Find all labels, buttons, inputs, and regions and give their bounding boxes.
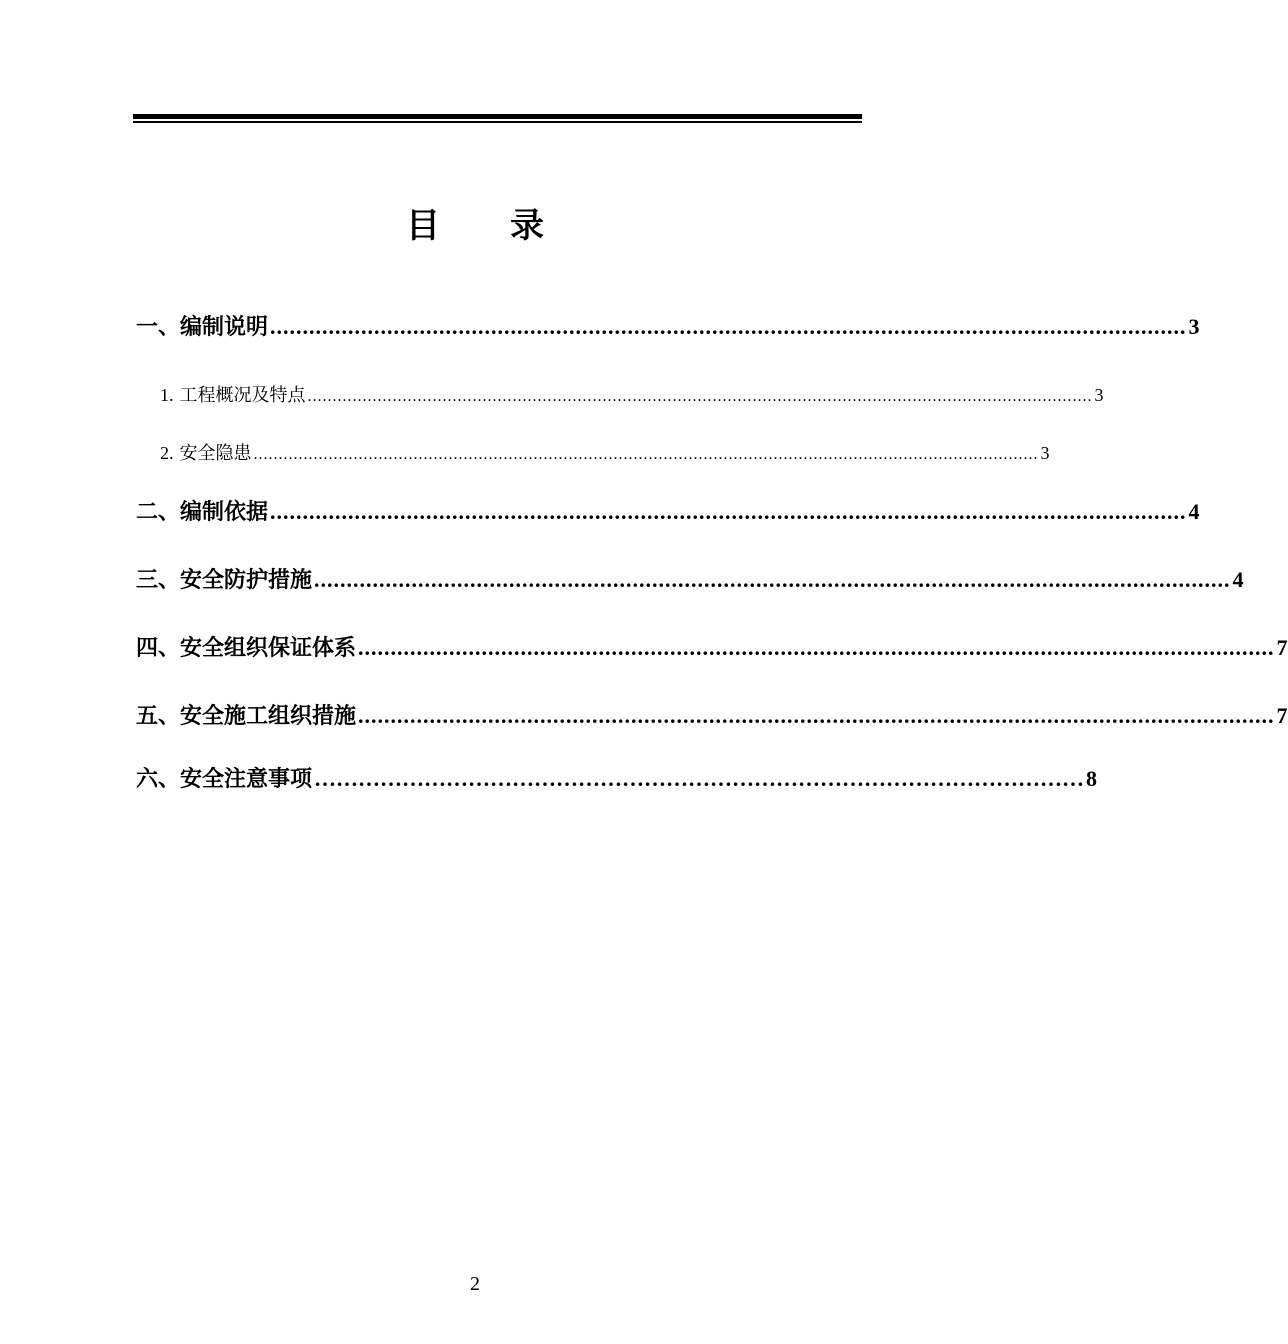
toc-subentry-page: 3: [1040, 443, 1050, 463]
toc-entry-page: 3: [1188, 314, 1200, 339]
toc-entry[interactable]: [136, 699, 1288, 730]
toc-entry-page: 4: [1188, 499, 1200, 524]
toc-title: [0, 198, 950, 247]
toc-entry[interactable]: [136, 310, 1200, 341]
toc-entry-page: 8: [1086, 766, 1098, 791]
dot-leader: .............................................................................................................................................: [270, 314, 1187, 339]
toc-entry-page: 7: [1276, 703, 1288, 728]
toc-subentry-label: 安全隐患: [179, 443, 252, 464]
toc-entry-label: 五、安全施工组织措施: [136, 704, 357, 729]
toc-entry-label: 二、编制依据: [136, 500, 269, 525]
toc-entry[interactable]: [136, 631, 1288, 662]
title-char-2: 录: [510, 206, 544, 246]
toc-subentry-number: 1.: [160, 385, 174, 405]
toc-entry-page: 4: [1232, 567, 1244, 592]
toc-subentry-page: 3: [1094, 385, 1104, 405]
dot-leader: .............................................................................................................................................: [358, 703, 1275, 728]
toc-entry[interactable]: [136, 762, 1098, 793]
toc-subentry[interactable]: [160, 439, 1050, 465]
toc-entry[interactable]: [136, 495, 1200, 526]
ellipsis-leader: ……………………………………………………………………………………………: [314, 766, 1085, 791]
toc-subentry-number: 2.: [160, 443, 174, 463]
toc-entry-page: 7: [1276, 635, 1288, 660]
toc-entry-label: 四、安全组织保证体系: [136, 636, 357, 661]
toc-subentry-label: 工程概况及特点: [179, 385, 306, 406]
toc-entry[interactable]: [136, 563, 1244, 594]
dot-leader: .............................................................................................................................................: [358, 635, 1275, 660]
page-number: 2: [470, 1273, 480, 1295]
toc-subentry[interactable]: [160, 381, 1104, 407]
title-char-1: 目: [406, 206, 440, 246]
header-rule-thin: [133, 121, 862, 123]
toc-entry-label: 六、安全注意事项: [136, 767, 313, 792]
dot-leader: .............................................................................................................................................................: [307, 388, 1093, 405]
toc-entry-label: 一、编制说明: [136, 315, 269, 340]
toc-entry-label: 三、安全防护措施: [136, 568, 313, 593]
dot-leader: .............................................................................................................................................: [270, 499, 1187, 524]
header-rule-thick: [133, 114, 862, 119]
dot-leader: .............................................................................................................................................................: [253, 446, 1039, 463]
dot-leader: .............................................................................................................................................: [314, 567, 1231, 592]
